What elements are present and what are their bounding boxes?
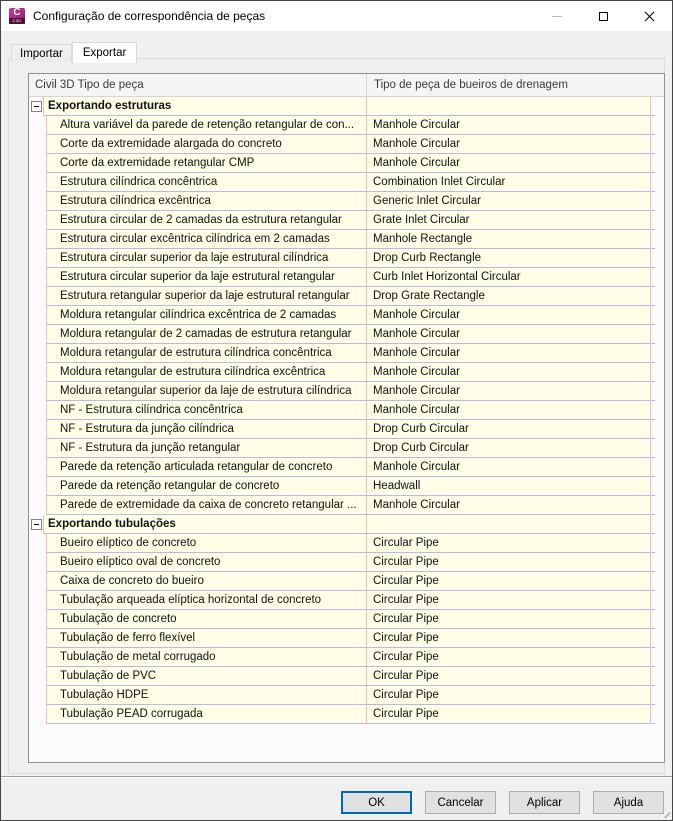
cell-drainage-part-type[interactable]: Circular Pipe [367, 705, 651, 724]
table-row[interactable] [29, 363, 664, 382]
row-gutter [29, 439, 46, 458]
table-row[interactable] [29, 705, 664, 724]
row-gutter [29, 154, 46, 173]
row-line-stub [651, 363, 655, 382]
table-row[interactable] [29, 287, 664, 306]
row-gutter [29, 705, 46, 724]
cell-drainage-part-type[interactable]: Circular Pipe [367, 553, 651, 572]
row-line-stub [651, 192, 655, 211]
cell-civil3d-part-type: Moldura retangular superior da laje de estrutura cilíndrica [46, 382, 367, 401]
row-line-stub [651, 610, 655, 629]
row-line-stub [651, 135, 655, 154]
row-line-stub [651, 268, 655, 287]
row-line-stub [651, 420, 655, 439]
cell-civil3d-part-type: Estrutura circular de 2 camadas da estrutura retangular [46, 211, 367, 230]
row-gutter [29, 363, 46, 382]
cell-drainage-part-type[interactable]: Drop Curb Circular [367, 439, 651, 458]
group-empty-cell [367, 97, 651, 116]
help-button[interactable]: Ajuda [593, 791, 664, 814]
cell-civil3d-part-type: NF - Estrutura da junção cilíndrica [46, 420, 367, 439]
maximize-icon [599, 12, 608, 21]
table-row[interactable] [29, 591, 664, 610]
row-line-stub [651, 553, 655, 572]
row-gutter [29, 629, 46, 648]
cell-drainage-part-type[interactable]: Circular Pipe [367, 572, 651, 591]
group-row[interactable] [29, 97, 664, 116]
cell-drainage-part-type[interactable]: Circular Pipe [367, 686, 651, 705]
row-gutter [29, 553, 46, 572]
row-line-stub [651, 211, 655, 230]
cell-civil3d-part-type: Bueiro elíptico oval de concreto [46, 553, 367, 572]
cell-civil3d-part-type: NF - Estrutura da junção retangular [46, 439, 367, 458]
cell-drainage-part-type[interactable]: Manhole Circular [367, 382, 651, 401]
cell-drainage-part-type[interactable]: Manhole Rectangle [367, 230, 651, 249]
row-line-stub [651, 249, 655, 268]
cell-drainage-part-type[interactable]: Circular Pipe [367, 648, 651, 667]
group-gutter [29, 515, 43, 534]
apply-button[interactable]: Aplicar [509, 791, 580, 814]
cell-drainage-part-type[interactable]: Manhole Circular [367, 306, 651, 325]
row-line-stub [651, 496, 655, 515]
table-row[interactable] [29, 610, 664, 629]
row-gutter [29, 496, 46, 515]
table-row[interactable] [29, 496, 664, 515]
row-gutter [29, 610, 46, 629]
cell-civil3d-part-type: Tubulação arqueada elíptica horizontal de concreto [46, 591, 367, 610]
titlebar [1, 1, 672, 31]
cell-drainage-part-type[interactable]: Manhole Circular [367, 154, 651, 173]
cell-civil3d-part-type: Parede de extremidade da caixa de concreto retangular ... [46, 496, 367, 515]
row-gutter [29, 420, 46, 439]
tab-exportar[interactable]: Exportar [72, 42, 137, 63]
cell-drainage-part-type[interactable]: Circular Pipe [367, 667, 651, 686]
cell-drainage-part-type[interactable]: Grate Inlet Circular [367, 211, 651, 230]
footer-separator [1, 776, 672, 778]
table-row[interactable] [29, 192, 664, 211]
app-icon-sub-label: C3D [9, 18, 25, 24]
row-line-stub [651, 648, 655, 667]
cell-civil3d-part-type: Corte da extremidade alargada do concreto [46, 135, 367, 154]
cell-drainage-part-type[interactable]: Circular Pipe [367, 629, 651, 648]
table-row[interactable] [29, 211, 664, 230]
row-gutter [29, 382, 46, 401]
table-row[interactable] [29, 230, 664, 249]
table-row[interactable] [29, 439, 664, 458]
cell-civil3d-part-type: Corte da extremidade retangular CMP [46, 154, 367, 173]
row-line-stub [651, 686, 655, 705]
row-line-stub [651, 325, 655, 344]
table-row[interactable] [29, 477, 664, 496]
group-label-cell: Exportando tubulações [43, 515, 367, 534]
row-line-stub [651, 534, 655, 553]
row-gutter [29, 591, 46, 610]
row-gutter [29, 116, 46, 135]
cell-civil3d-part-type: Parede da retenção articulada retangular de concreto [46, 458, 367, 477]
table-row[interactable] [29, 420, 664, 439]
table-row[interactable] [29, 572, 664, 591]
cell-drainage-part-type[interactable]: Manhole Circular [367, 458, 651, 477]
tabstrip [11, 41, 137, 62]
row-line-stub [651, 287, 655, 306]
cell-drainage-part-type[interactable]: Drop Curb Circular [367, 420, 651, 439]
row-line-stub [651, 306, 655, 325]
column-header-drainage-part-type: Tipo de peça de bueiros de drenagem [374, 79, 568, 91]
cell-civil3d-part-type: Altura variável da parede de retenção retangular de con... [46, 116, 367, 135]
table-row[interactable] [29, 534, 664, 553]
row-gutter [29, 477, 46, 496]
maximize-button[interactable] [580, 1, 626, 31]
cell-civil3d-part-type: Estrutura cilíndrica concêntrica [46, 173, 367, 192]
tab-importar[interactable]: Importar [11, 44, 72, 62]
row-gutter [29, 230, 46, 249]
cell-drainage-part-type[interactable]: Manhole Circular [367, 496, 651, 515]
cell-drainage-part-type[interactable]: Circular Pipe [367, 610, 651, 629]
cell-civil3d-part-type: Tubulação de ferro flexível [46, 629, 367, 648]
cell-drainage-part-type[interactable]: Manhole Circular [367, 116, 651, 135]
part-matching-grid [28, 73, 665, 763]
table-row[interactable] [29, 667, 664, 686]
minus-glyph [34, 524, 39, 525]
table-row[interactable] [29, 173, 664, 192]
row-gutter [29, 572, 46, 591]
row-line-stub [651, 705, 655, 724]
grid-header [29, 74, 664, 97]
cell-civil3d-part-type: Estrutura cilíndrica excêntrica [46, 192, 367, 211]
row-gutter [29, 344, 46, 363]
cell-drainage-part-type[interactable]: Circular Pipe [367, 591, 651, 610]
row-gutter [29, 458, 46, 477]
group-empty-cell [367, 515, 651, 534]
table-rows [29, 97, 664, 724]
row-line-stub [651, 591, 655, 610]
cell-drainage-part-type[interactable]: Manhole Circular [367, 401, 651, 420]
table-row[interactable] [29, 401, 664, 420]
row-line-stub [651, 230, 655, 249]
table-row[interactable] [29, 249, 664, 268]
row-line-stub [651, 477, 655, 496]
group-label-cell: Exportando estruturas [43, 97, 367, 116]
row-gutter [29, 268, 46, 287]
row-line-stub [651, 116, 655, 135]
cell-civil3d-part-type: Tubulação de metal corrugado [46, 648, 367, 667]
column-header-civil3d-part-type: Civil 3D Tipo de peça [29, 74, 367, 96]
cell-civil3d-part-type: Estrutura circular superior da laje estrutural cilíndrica [46, 249, 367, 268]
cancel-button[interactable]: Cancelar [425, 791, 496, 814]
row-line-stub [651, 97, 655, 116]
cell-drainage-part-type[interactable]: Headwall [367, 477, 651, 496]
row-gutter [29, 534, 46, 553]
minimize-button [534, 1, 580, 31]
row-gutter [29, 135, 46, 154]
cell-civil3d-part-type: Tubulação de PVC [46, 667, 367, 686]
group-row[interactable] [29, 515, 664, 534]
row-gutter [29, 249, 46, 268]
collapse-toggle-icon[interactable] [31, 101, 42, 112]
row-line-stub [651, 154, 655, 173]
row-line-stub [651, 401, 655, 420]
cell-drainage-part-type[interactable]: Manhole Circular [367, 344, 651, 363]
table-row[interactable] [29, 268, 664, 287]
table-row[interactable] [29, 325, 664, 344]
cell-drainage-part-type[interactable]: Manhole Circular [367, 325, 651, 344]
row-line-stub [651, 439, 655, 458]
row-line-stub [651, 344, 655, 363]
cell-civil3d-part-type: Moldura retangular de estrutura cilíndrica concêntrica [46, 344, 367, 363]
table-row[interactable] [29, 135, 664, 154]
cell-drainage-part-type[interactable]: Manhole Circular [367, 363, 651, 382]
table-row[interactable] [29, 553, 664, 572]
table-row[interactable] [29, 629, 664, 648]
cell-drainage-part-type[interactable]: Drop Curb Rectangle [367, 249, 651, 268]
row-line-stub [651, 572, 655, 591]
civil3d-app-icon [9, 8, 25, 24]
cell-civil3d-part-type: Estrutura retangular superior da laje estrutural retangular [46, 287, 367, 306]
row-gutter [29, 648, 46, 667]
row-gutter [29, 287, 46, 306]
close-button[interactable] [626, 1, 672, 31]
table-row[interactable] [29, 458, 664, 477]
cell-civil3d-part-type: Parede da retenção retangular de concreto [46, 477, 367, 496]
window-title: Configuração de correspondência de peças [33, 9, 266, 23]
cell-civil3d-part-type: Moldura retangular de 2 camadas de estrutura retangular [46, 325, 367, 344]
cell-civil3d-part-type: Estrutura circular superior da laje estrutural retangular [46, 268, 367, 287]
table-row[interactable] [29, 116, 664, 135]
close-icon [644, 11, 655, 22]
group-gutter [29, 97, 43, 116]
table-row[interactable] [29, 154, 664, 173]
cell-drainage-part-type[interactable]: Curb Inlet Horizontal Circular [367, 268, 651, 287]
row-line-stub [651, 382, 655, 401]
cell-drainage-part-type[interactable]: Manhole Circular [367, 135, 651, 154]
cell-drainage-part-type[interactable]: Circular Pipe [367, 534, 651, 553]
cell-civil3d-part-type: Moldura retangular cilíndrica excêntrica de 2 camadas [46, 306, 367, 325]
row-line-stub [651, 667, 655, 686]
minus-glyph [34, 106, 39, 107]
cell-drainage-part-type[interactable]: Drop Grate Rectangle [367, 287, 651, 306]
cell-civil3d-part-type: Tubulação HDPE [46, 686, 367, 705]
row-line-stub [651, 515, 655, 534]
cell-civil3d-part-type: Estrutura circular excêntrica cilíndrica em 2 camadas [46, 230, 367, 249]
row-gutter [29, 306, 46, 325]
row-gutter [29, 325, 46, 344]
cell-civil3d-part-type: Caixa de concreto do bueiro [46, 572, 367, 591]
cell-civil3d-part-type: Bueiro elíptico de concreto [46, 534, 367, 553]
row-gutter [29, 686, 46, 705]
cell-civil3d-part-type: Moldura retangular de estrutura cilíndrica excêntrica [46, 363, 367, 382]
row-line-stub [651, 629, 655, 648]
table-row[interactable] [29, 306, 664, 325]
cell-drainage-part-type[interactable]: Combination Inlet Circular [367, 173, 651, 192]
row-gutter [29, 173, 46, 192]
minimize-icon [552, 16, 562, 17]
table-row[interactable] [29, 382, 664, 401]
row-gutter [29, 401, 46, 420]
row-gutter [29, 667, 46, 686]
caption-buttons [534, 1, 672, 31]
ok-button[interactable]: OK [341, 791, 412, 814]
table-row[interactable] [29, 344, 664, 363]
cell-civil3d-part-type: Tubulação PEAD corrugada [46, 705, 367, 724]
app-icon-letter: C [13, 7, 21, 18]
collapse-toggle-icon[interactable] [31, 519, 42, 530]
cell-civil3d-part-type: NF - Estrutura cilíndrica concêntrica [46, 401, 367, 420]
cell-drainage-part-type[interactable]: Generic Inlet Circular [367, 192, 651, 211]
row-gutter [29, 211, 46, 230]
row-line-stub [651, 458, 655, 477]
row-gutter [29, 192, 46, 211]
table-row[interactable] [29, 648, 664, 667]
row-line-stub [651, 173, 655, 192]
table-row[interactable] [29, 686, 664, 705]
cell-civil3d-part-type: Tubulação de concreto [46, 610, 367, 629]
